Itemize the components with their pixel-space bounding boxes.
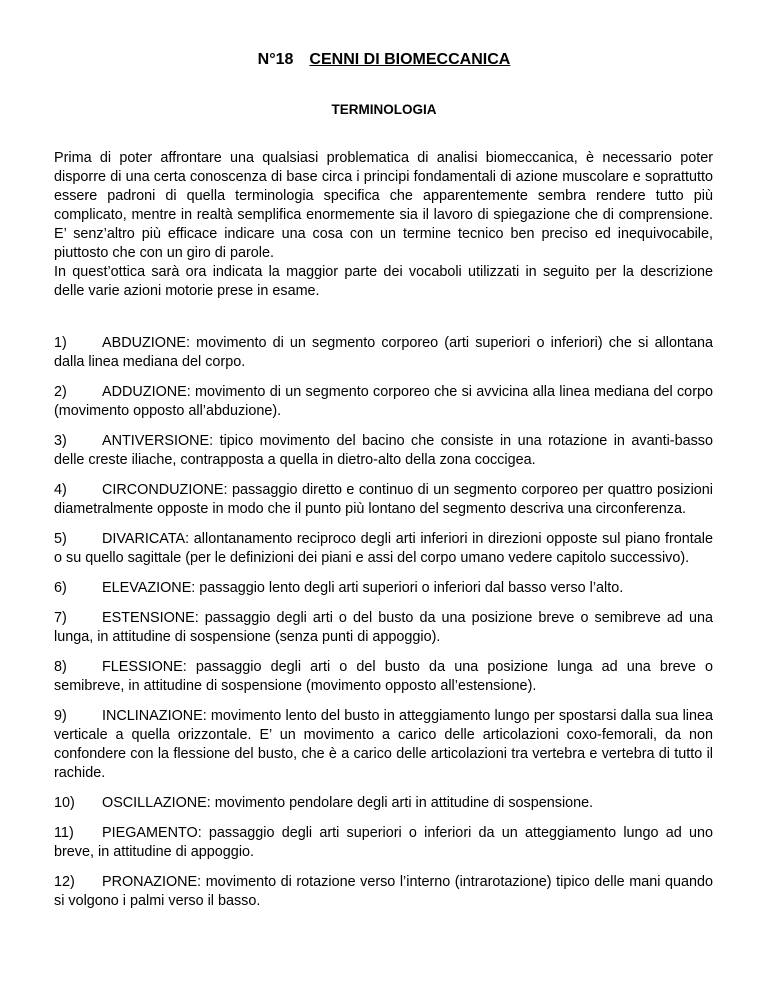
list-item [54, 794, 713, 813]
intro-text [54, 149, 713, 301]
item-text: FLESSIONE: passaggio degli arti o del busto da una posizione lunga ad una breve o semibreve, in attitudine di sospensione (movimento opposto all’estensione). [54, 659, 713, 694]
list-item [54, 383, 713, 421]
item-text: ESTENSIONE: passaggio degli arti o del busto da una posizione breve o semibreve ad una lunga, in attitudine di sospensione (senza punti di appoggio). [54, 610, 713, 645]
chapter-title: CENNI DI BIOMECCANICA [309, 51, 511, 68]
document-body [54, 149, 713, 922]
item-number: 3) [54, 433, 67, 449]
list-item [54, 579, 713, 598]
section-heading: TERMINOLOGIA [331, 102, 437, 117]
item-text: ELEVAZIONE: passaggio lento degli arti superiori o inferiori dal basso verso l’alto. [102, 580, 624, 596]
item-number: 10) [54, 795, 75, 811]
intro-paragraph: In quest’ottica sarà ora indicata la maggior parte dei vocaboli utilizzati in seguito per la descrizione delle varie azioni motorie prese in esame. [54, 264, 713, 299]
item-number: 11) [54, 825, 74, 841]
list-item [54, 481, 713, 519]
list-item [54, 873, 713, 911]
list-item [54, 824, 713, 862]
list-item [54, 530, 713, 568]
item-number: 1) [54, 335, 67, 351]
list-item [54, 658, 713, 696]
item-number: 6) [54, 580, 67, 596]
item-text: PRONAZIONE: movimento di rotazione verso l’interno (intrarotazione) tipico delle mani quando si volgono i palmi verso il basso. [54, 874, 713, 909]
item-text: CIRCONDUZIONE: passaggio diretto e continuo di un segmento corporeo per quattro posizioni diametralmente opposte in modo che il punto più lontano del segmento descriva una circonferenza. [54, 482, 713, 517]
item-text: ANTIVERSIONE: tipico movimento del bacino che consiste in una rotazione in avanti-basso delle creste iliache, contrapposta a quella in dietro-alto della zona coccigea. [54, 433, 713, 468]
item-number: 9) [54, 708, 67, 724]
item-number: 7) [54, 610, 67, 626]
list-item [54, 334, 713, 372]
intro-paragraph: Prima di poter affrontare una qualsiasi problematica di analisi biomeccanica, è necessario poter disporre di una certa conoscenza di base circa i principi fondamentali di azione muscolare e soprattutto essere padroni di quella terminologia specifica che apparentemente sembra rendere tutto più complicato, mentre in realtà semplifica enormemente sia il lavoro di spiegazione che di comprensione. E’ senz’altro più efficace indicare una cosa con un termine tecnico ben preciso ed inequivocabile, piuttosto che con un giro di parole. [54, 150, 713, 261]
item-text: ADDUZIONE: movimento di un segmento corporeo che si avvicina alla linea mediana del corpo (movimento opposto all’abduzione). [54, 384, 713, 419]
chapter-number: N°18 [257, 51, 294, 68]
item-number: 8) [54, 659, 67, 675]
item-text: INCLINAZIONE: movimento lento del busto in atteggiamento lungo per spostarsi dalla sua linea verticale a quella orizzontale. E’ un movimento a carico delle articolazioni coxo-femorali, da non confondere con la flessione del busto, che è a carico delle articolazioni tra vertebra e vertebra di tutto il rachide. [54, 708, 713, 781]
page-title [0, 50, 768, 70]
list-item [54, 707, 713, 783]
item-text: PIEGAMENTO: passaggio degli arti superiori o inferiori da un atteggiamento lungo ad uno breve, in attitudine di appoggio. [54, 825, 713, 860]
item-number: 4) [54, 482, 67, 498]
item-number: 5) [54, 531, 67, 547]
item-text: DIVARICATA: allontanamento reciproco degli arti inferiori in direzioni opposte sul piano frontale o su quello sagittale (per le definizioni dei piani e assi del corpo umano vedere capitolo successivo). [54, 531, 713, 566]
list-item [54, 432, 713, 470]
item-number: 12) [54, 874, 75, 890]
item-text: ABDUZIONE: movimento di un segmento corporeo (arti superiori o inferiori) che si allontana dalla linea mediana del corpo. [54, 335, 713, 370]
list-item [54, 609, 713, 647]
item-number: 2) [54, 384, 67, 400]
terminology-list [54, 334, 713, 911]
item-text: OSCILLAZIONE: movimento pendolare degli arti in attitudine di sospensione. [102, 795, 594, 811]
